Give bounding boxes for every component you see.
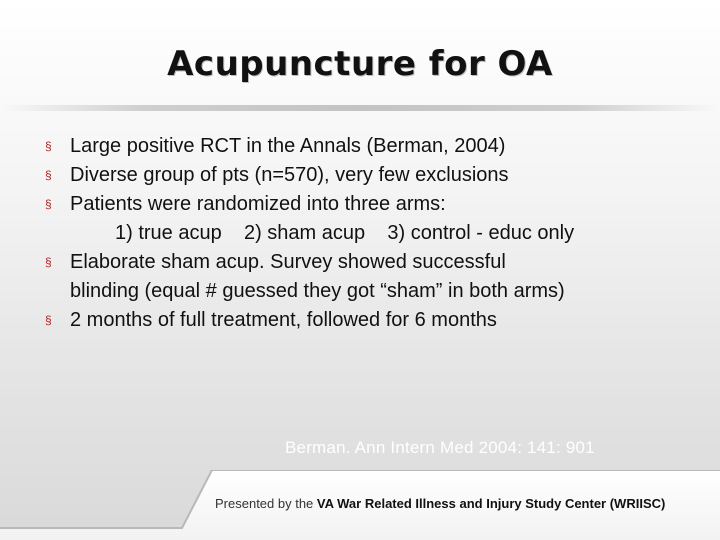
footer-org: VA War Related Illness and Injury Study Center (WRIISC) bbox=[316, 496, 666, 511]
bullet-marker-icon: § bbox=[45, 168, 52, 182]
footer-prefix: Presented by the bbox=[215, 496, 314, 511]
footer-credit bbox=[215, 496, 665, 511]
bullet-subtext: blinding (equal # guessed they got “sham” in both arms) bbox=[70, 280, 565, 302]
bullet-text: Elaborate sham acup. Survey showed successful bbox=[70, 251, 506, 273]
bullet-marker-icon: § bbox=[45, 313, 52, 327]
bullet-text: 2 months of full treatment, followed for 6 months bbox=[70, 309, 497, 331]
bullet-item bbox=[0, 161, 720, 190]
slide-title: Acupuncture for OA bbox=[167, 44, 553, 84]
title-divider bbox=[0, 105, 720, 111]
bullet-item bbox=[0, 190, 720, 248]
bullet-marker-icon: § bbox=[45, 139, 52, 153]
bullet-item bbox=[0, 306, 720, 335]
bullet-item bbox=[0, 248, 720, 306]
bullet-item bbox=[0, 132, 720, 161]
bullet-subtext: 1) true acup 2) sham acup 3) control - educ only bbox=[115, 222, 575, 244]
citation: Berman. Ann Intern Med 2004: 141: 901 bbox=[285, 438, 595, 457]
bullet-text: Large positive RCT in the Annals (Berman, 2004) bbox=[70, 135, 506, 157]
bullet-list bbox=[0, 132, 720, 335]
bullet-marker-icon: § bbox=[45, 197, 52, 211]
bullet-marker-icon: § bbox=[45, 255, 52, 269]
bullet-text: Patients were randomized into three arms: bbox=[70, 193, 446, 215]
bullet-text: Diverse group of pts (n=570), very few exclusions bbox=[70, 164, 509, 186]
